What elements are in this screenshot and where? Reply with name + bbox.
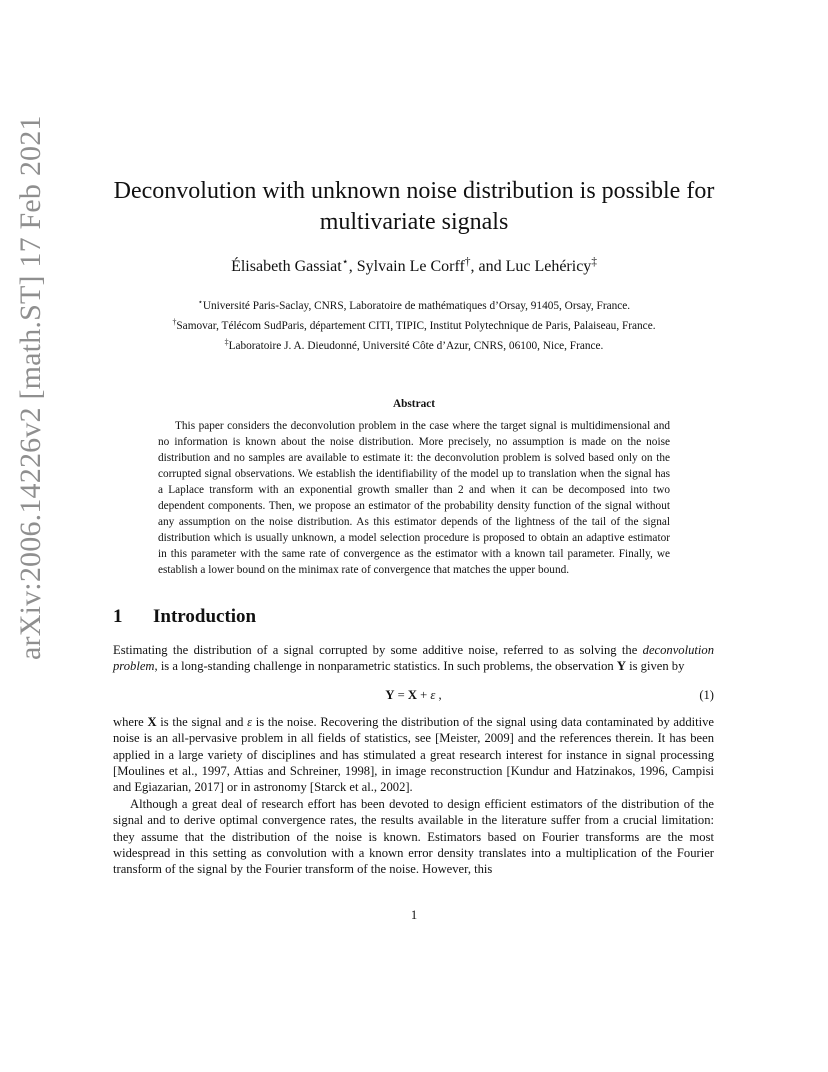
intro-paragraph-2 — [113, 714, 714, 795]
affiliations — [100, 296, 728, 356]
equation-1 — [113, 688, 714, 706]
page-number: 1 — [410, 908, 418, 922]
equation-number: (1) — [699, 688, 714, 702]
author-separator: , — [348, 258, 357, 275]
emphasis-text: deconvolution problem — [113, 643, 714, 674]
math-symbol: ε — [247, 715, 253, 729]
intro-paragraph-3: Although a great deal of research effort has been devoted to design efficient estimators of the distribution of the signal and to derive optimal convergence rates, the results available in the literature suffer from a crucial limitation: they assume that the distribution of the noise is known. Estimators based on Fourier transforms are the most widespread in this setting as convolution with a known error density translates into a multiplication of the Fourier transform of the signal by the Fourier transform of the noise. However, this — [113, 797, 714, 877]
intro-paragraph-1 — [113, 642, 714, 675]
author-name: Élisabeth Gassiat — [231, 258, 342, 275]
author-mark: ⋆ — [341, 255, 349, 268]
math-symbol: Y — [616, 659, 626, 674]
author-list — [100, 255, 728, 276]
equation-body — [113, 688, 714, 703]
math-punctuation: , — [435, 688, 442, 702]
paragraph-text: where — [113, 715, 148, 729]
arxiv-identifier: arXiv:2006.14226v2 [math.ST] 17 Feb 2021 — [14, 115, 47, 660]
abstract-heading: Abstract — [392, 398, 436, 410]
affiliation-text: Samovar, Télécom SudParis, département CITI, TIPIC, Institut Polytechnique de Paris, Palaiseau, France. — [176, 320, 656, 332]
author-separator: , and — [470, 258, 506, 275]
section-number: 1 — [113, 606, 123, 627]
affiliation-text: Université Paris-Saclay, CNRS, Laboratoire de mathématiques d’Orsay, 91405, Orsay, France. — [202, 300, 631, 312]
affiliation-mark: † — [172, 317, 177, 327]
paragraph-text: , is a long-standing challenge in nonparametric statistics. In such problems, the observation — [154, 659, 617, 674]
section-heading — [113, 606, 256, 628]
affiliation — [100, 336, 728, 356]
math-symbol: X — [407, 688, 417, 702]
paragraph-text: is the signal and — [156, 715, 248, 729]
math-symbol: X — [147, 715, 157, 729]
author-name: Luc Lehéricy — [505, 258, 592, 275]
math-operator: = — [394, 688, 408, 702]
paragraph-text: is the noise. Recovering the distribution of the signal using data contaminated by additive noise is an all-pervasive problem in all fields of statistics, see [Meister, 2009] and the references therein. It has been applied in a large variety of disciplines and has stimulated a great research interest for instance in signal processing [Moulines et al., 1997, Attias and Schreiner, 1998], in image reconstruction [Kundur and Hatzinakos, 1996, Campisi and Egiazarian, 2017] or in astronomy [Starck et al., 2002]. — [113, 715, 715, 795]
math-symbol: Y — [385, 688, 395, 702]
affiliation — [100, 316, 728, 336]
math-operator: + — [416, 688, 431, 702]
affiliation-mark: ‡ — [224, 337, 229, 347]
math-symbol: ε — [430, 688, 436, 702]
affiliation-mark: ⋆ — [197, 297, 203, 307]
author-mark: ‡ — [591, 255, 597, 268]
paragraph-text: Estimating the distribution of a signal corrupted by some additive noise, referred to as solving the — [113, 643, 643, 657]
abstract-text: This paper considers the deconvolution problem in the case where the target signal is multidimensional and no information is known about the noise distribution. More precisely, no assumption is made on the noise distribution and no samples are available to estimate it: the deconvolution problem is solved based only on the corrupted signal observations. We establish the identifiability of the model up to translation when the signal has a Laplace transform with an exponential growth smaller than 2 and when it can be decomposed into two dependent components. Then, we propose an estimator of the probability density function of the signal without any assumption on the noise distribution. As this estimator depends of the lightness of the tail of the signal distribution which is usually unknown, a model selection procedure is proposed to obtain an adaptive estimator in this parameter with the same rate of convergence as the estimator with a known tail parameter. Finally, we establish a lower bound on the minimax rate of convergence that matches the upper bound. — [158, 420, 670, 576]
section-title: Introduction — [153, 606, 257, 627]
title-line-2: multivariate signals — [319, 209, 509, 235]
affiliation-text: Laboratoire J. A. Dieudonné, Université Côte d’Azur, CNRS, 06100, Nice, France. — [228, 340, 604, 352]
title-line-1: Deconvolution with unknown noise distribution is possible for — [113, 178, 715, 204]
author-mark: † — [464, 255, 471, 268]
paragraph-text: is given by — [625, 659, 685, 674]
author-name: Sylvain Le Corff — [356, 258, 465, 275]
paper-title — [100, 176, 728, 238]
affiliation — [100, 296, 728, 316]
